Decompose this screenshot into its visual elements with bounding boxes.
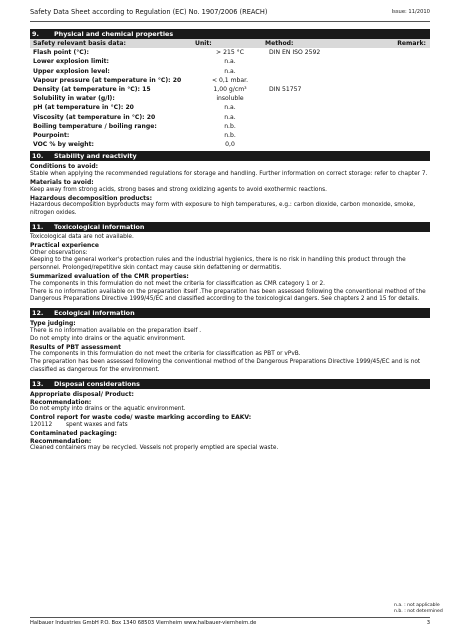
- section-title: Disposal considerations: [54, 379, 140, 388]
- paragraph: There is no information available on the preparation itself .The preparation has been assessed following the conventional method of the Dangerous Preparations Directive 1999/45/EC and classified according to the toxicological dangers. See chapters 2 and 15 for details.: [30, 288, 426, 303]
- abbreviation-nb: n.b. : not determined: [394, 609, 443, 615]
- property-name: VOC % by weight:: [33, 141, 94, 149]
- table-row: [30, 140, 430, 149]
- property-method: [265, 122, 365, 131]
- table-row: [30, 94, 430, 103]
- section-title: Toxicological information: [54, 223, 145, 232]
- page-number: 3: [426, 620, 430, 626]
- subheading-recommendation: Recommendation:: [30, 398, 92, 406]
- property-remark: [365, 67, 430, 76]
- subheading-type-judging: Type judging:: [30, 320, 76, 328]
- subheading-conditions-to-avoid: Conditions to avoid:: [30, 163, 99, 171]
- section-10-heading: [30, 151, 430, 161]
- property-value: > 215 °C: [216, 49, 244, 57]
- table-row: [30, 67, 430, 76]
- section-title: Ecological information: [54, 309, 135, 318]
- paragraph: Toxicological data are not available.: [30, 234, 134, 241]
- paragraph: The components in this formulation do not meet the criteria for classification as PBT or vPvB.: [30, 351, 301, 358]
- section-13-heading: [30, 379, 430, 389]
- properties-table-header: [30, 39, 430, 48]
- property-remark: [365, 94, 430, 103]
- column-header-unit: Unit:: [195, 39, 265, 48]
- section-number: 9.: [32, 30, 39, 38]
- property-value: n.b.: [224, 132, 236, 140]
- section-number: 11.: [32, 223, 44, 232]
- table-row: [30, 103, 430, 112]
- section-number: 10.: [32, 152, 44, 161]
- paragraph: Do not empty into drains or the aquatic environment.: [30, 335, 186, 342]
- section-number: 13.: [32, 379, 44, 388]
- table-row: [30, 122, 430, 131]
- waste-code-description: spent waxes and fats: [66, 421, 128, 428]
- subheading-waste-code: Control report for waste code/ waste marking according to EAKV:: [30, 414, 252, 422]
- table-row: [30, 57, 430, 66]
- paragraph: The components in this formulation do not meet the criteria for classification as CMR category 1 or 2.: [30, 280, 325, 287]
- property-remark: [365, 140, 430, 149]
- page-footer: [30, 620, 430, 626]
- property-name: Vapour pressure (at temperature in °C): 20: [33, 76, 182, 84]
- sds-page: [30, 0, 443, 640]
- property-method: [265, 76, 365, 85]
- property-value: n.a.: [224, 67, 236, 75]
- table-row: [30, 48, 430, 57]
- property-name: Pourpoint:: [33, 132, 70, 140]
- section-10-content: [30, 163, 430, 218]
- abbreviation-legend: [394, 603, 443, 615]
- table-row: [30, 113, 430, 122]
- paragraph: Keep away from strong acids, strong bases and strong oxidizing agents to avoid exothermic reactions.: [30, 186, 328, 193]
- property-method: [265, 140, 365, 149]
- property-value: < 0,1 mbar.: [211, 76, 249, 84]
- paragraph: Keeping to the general worker's protection rules and the industrial hygienics, there is no risk in handling this product through the personnel. Prolonged/repetitive skin contact may cause skin defattening or dermatitis.: [30, 257, 406, 272]
- document-body: [30, 27, 430, 457]
- subheading-decomposition-products: Hazardous decomposition products:: [30, 194, 153, 202]
- paragraph: Hazardous decomposition byproducts may form with exposure to high temperatures, e.g.: carbon dioxide, carbon monoxide, smoke, nitrogen oxides.: [30, 202, 416, 217]
- property-method: [265, 94, 365, 103]
- header-divider: [30, 21, 430, 22]
- column-header-remark: Remark:: [365, 39, 430, 48]
- property-remark: [365, 122, 430, 131]
- paragraph: Cleaned containers may be recycled. Vessels not properly emptied are special waste.: [30, 445, 279, 452]
- property-name: Flash point (°C):: [33, 49, 89, 57]
- paragraph: Stable when applying the recommended regulations for storage and handling. Further information on correct storage: refer to chapter 7.: [30, 171, 428, 178]
- property-value: n.a.: [224, 104, 236, 112]
- waste-code: 120112: [30, 421, 53, 428]
- footer-divider: [30, 617, 430, 618]
- subheading-recommendation: Recommendation:: [30, 437, 92, 445]
- property-method: DIN 51757: [269, 86, 302, 94]
- section-13-content: [30, 391, 430, 453]
- property-method: DIN EN ISO 2592: [269, 49, 321, 57]
- section-number: 12.: [32, 309, 44, 318]
- property-name: Upper explosion level:: [33, 67, 110, 75]
- property-value: n.a.: [224, 113, 236, 121]
- property-name: Boiling temperature / boiling range:: [33, 122, 157, 130]
- property-method: [265, 113, 365, 122]
- section-title: Stability and reactivity: [54, 152, 137, 161]
- property-method: [265, 103, 365, 112]
- document-title: Safety Data Sheet according to Regulation (EC) No. 1907/2006 (REACH): [30, 8, 268, 16]
- property-remark: [365, 76, 430, 85]
- property-value: insoluble: [216, 95, 244, 103]
- property-name: Solubility in water (g/l):: [33, 95, 115, 103]
- property-value: 0,0: [225, 141, 235, 149]
- property-remark: [365, 131, 430, 140]
- property-method: [265, 131, 365, 140]
- property-value: n.b.: [224, 122, 236, 130]
- property-name: Density (at temperature in °C): 15: [33, 86, 151, 94]
- paragraph: Other observations:: [30, 249, 88, 256]
- section-12-heading: [30, 308, 430, 318]
- subheading-contaminated-packaging: Contaminated packaging:: [30, 429, 117, 437]
- waste-code-entry: [30, 422, 430, 430]
- section-12-content: [30, 320, 430, 375]
- section-11-content: [30, 234, 430, 304]
- section-title: Physical and chemical properties: [54, 30, 174, 38]
- properties-table: [30, 39, 430, 149]
- property-remark: [365, 85, 430, 94]
- paragraph: Do not empty into drains or the aquatic environment.: [30, 406, 186, 413]
- table-row: [30, 131, 430, 140]
- property-name: Viscosity (at temperature in °C): 20: [33, 113, 156, 121]
- subheading-pbt-assessment: Results of PBT assessment: [30, 343, 121, 351]
- subheading-materials-to-avoid: Materials to avoid:: [30, 179, 94, 187]
- column-header-method: Method:: [265, 39, 365, 48]
- property-remark: [365, 57, 430, 66]
- property-remark: [365, 113, 430, 122]
- table-row: [30, 76, 430, 85]
- property-value: n.a.: [224, 58, 236, 66]
- issue-date: Issue: 11/2010: [391, 9, 430, 15]
- property-remark: [365, 48, 430, 57]
- paragraph: There is no information available on the preparation itself .: [30, 327, 202, 334]
- document-header: [30, 8, 430, 20]
- section-9-heading: [30, 29, 430, 39]
- property-remark: [365, 103, 430, 112]
- property-value: 1,00 g/cm³: [213, 86, 247, 94]
- table-row: [30, 85, 430, 94]
- property-method: [265, 57, 365, 66]
- company-info: Halbauer Industries GmbH P.O. Box 1340 68503 Viernheim www.halbauer-viernheim.de: [30, 620, 257, 626]
- subheading-cmr-evaluation: Summarized evaluation of the CMR properties:: [30, 273, 189, 280]
- subheading-practical-experience: Practical experience: [30, 241, 99, 249]
- section-11-heading: [30, 222, 430, 232]
- subheading-disposal-product: Appropriate disposal/ Product:: [30, 390, 134, 398]
- paragraph: The preparation has been assessed following the conventional method of the Dangerous Preparations Directive 1999/45/EC and is not classified as dangerous for the environment.: [30, 359, 421, 373]
- abbreviation-na: n.a. : not applicable: [394, 603, 440, 608]
- property-method: [265, 67, 365, 76]
- property-name: pH (at temperature in °C): 20: [33, 104, 134, 112]
- property-name: Lower explosion limit:: [33, 58, 109, 66]
- column-header-property: Safety relevant basis data:: [30, 39, 195, 48]
